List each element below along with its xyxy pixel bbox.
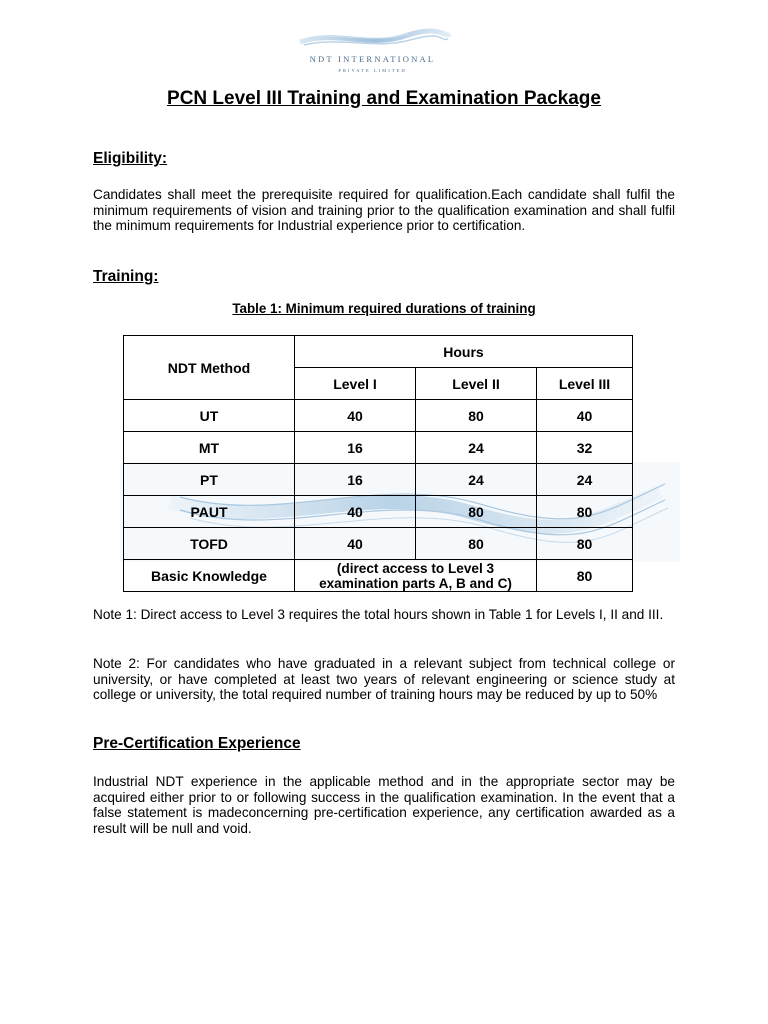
row-method: MT [124, 432, 295, 464]
logo-subline: PRIVATE LIMITED [338, 68, 407, 73]
basic-note-line-2: examination parts A, B and C) [319, 575, 512, 591]
row-level-3: 32 [537, 432, 633, 464]
table-row-basic-knowledge [124, 560, 633, 592]
note-2: Note 2: For candidates who have graduated in a relevant subject from technical college or university, or have completed at least two years of relevant engineering or science study at college or university, the total required number of training hours may be reduced by up to 50% [93, 656, 675, 703]
row-level-2: 24 [416, 464, 537, 496]
row-level-3: 24 [537, 464, 633, 496]
row-level-1: 40 [295, 528, 416, 560]
table-row [124, 400, 633, 432]
row-method: Basic Knowledge [124, 560, 295, 592]
precert-heading: Pre-Certification Experience [93, 735, 301, 752]
header-level-2: Level II [416, 368, 537, 400]
table-row [124, 496, 633, 528]
precert-text: Industrial NDT experience in the applicable method and in the appropriate sector may be acquired either prior to or following success in the qualification examination. In the event that a false statement is madeconcerning pre-certification experience, any certification awarded as a result will be null and void. [93, 774, 675, 836]
row-level-1: 16 [295, 432, 416, 464]
row-level-3: 80 [537, 528, 633, 560]
logo-company-name: NDT INTERNATIONAL [309, 54, 436, 64]
header-ndt-method: NDT Method [124, 336, 295, 400]
table-caption: Table 1: Minimum required durations of training [232, 301, 536, 316]
row-level-2: 80 [416, 528, 537, 560]
row-method: PT [124, 464, 295, 496]
company-logo [290, 28, 455, 86]
table-row [124, 432, 633, 464]
table-row [124, 528, 633, 560]
row-level-1: 40 [295, 496, 416, 528]
row-level-3: 80 [537, 496, 633, 528]
row-level-1: 16 [295, 464, 416, 496]
header-level-3: Level III [537, 368, 633, 400]
row-level-1: 40 [295, 400, 416, 432]
header-level-1: Level I [295, 368, 416, 400]
basic-knowledge-note [295, 560, 537, 592]
basic-note-line-1: (direct access to Level 3 [336, 560, 495, 576]
header-hours: Hours [295, 336, 633, 368]
table-row [124, 464, 633, 496]
row-level-3: 80 [537, 560, 633, 592]
eligibility-heading: Eligibility: [93, 150, 168, 167]
document-title: PCN Level III Training and Examination Package [167, 88, 601, 109]
training-duration-table [123, 335, 633, 592]
note-1: Note 1: Direct access to Level 3 requires the total hours shown in Table 1 for Levels I, II and III. [93, 607, 664, 622]
eligibility-text: Candidates shall meet the prerequisite required for qualification.Each candidate shall fulfil the minimum requirements of vision and training prior to the qualification examination and shall fulfil the minimum requirements for Industrial experience prior to certification. [93, 187, 675, 234]
row-method: PAUT [124, 496, 295, 528]
row-level-2: 80 [416, 496, 537, 528]
row-method: UT [124, 400, 295, 432]
row-method: TOFD [124, 528, 295, 560]
row-level-2: 24 [416, 432, 537, 464]
row-level-2: 80 [416, 400, 537, 432]
training-heading: Training: [93, 268, 159, 285]
row-level-3: 40 [537, 400, 633, 432]
